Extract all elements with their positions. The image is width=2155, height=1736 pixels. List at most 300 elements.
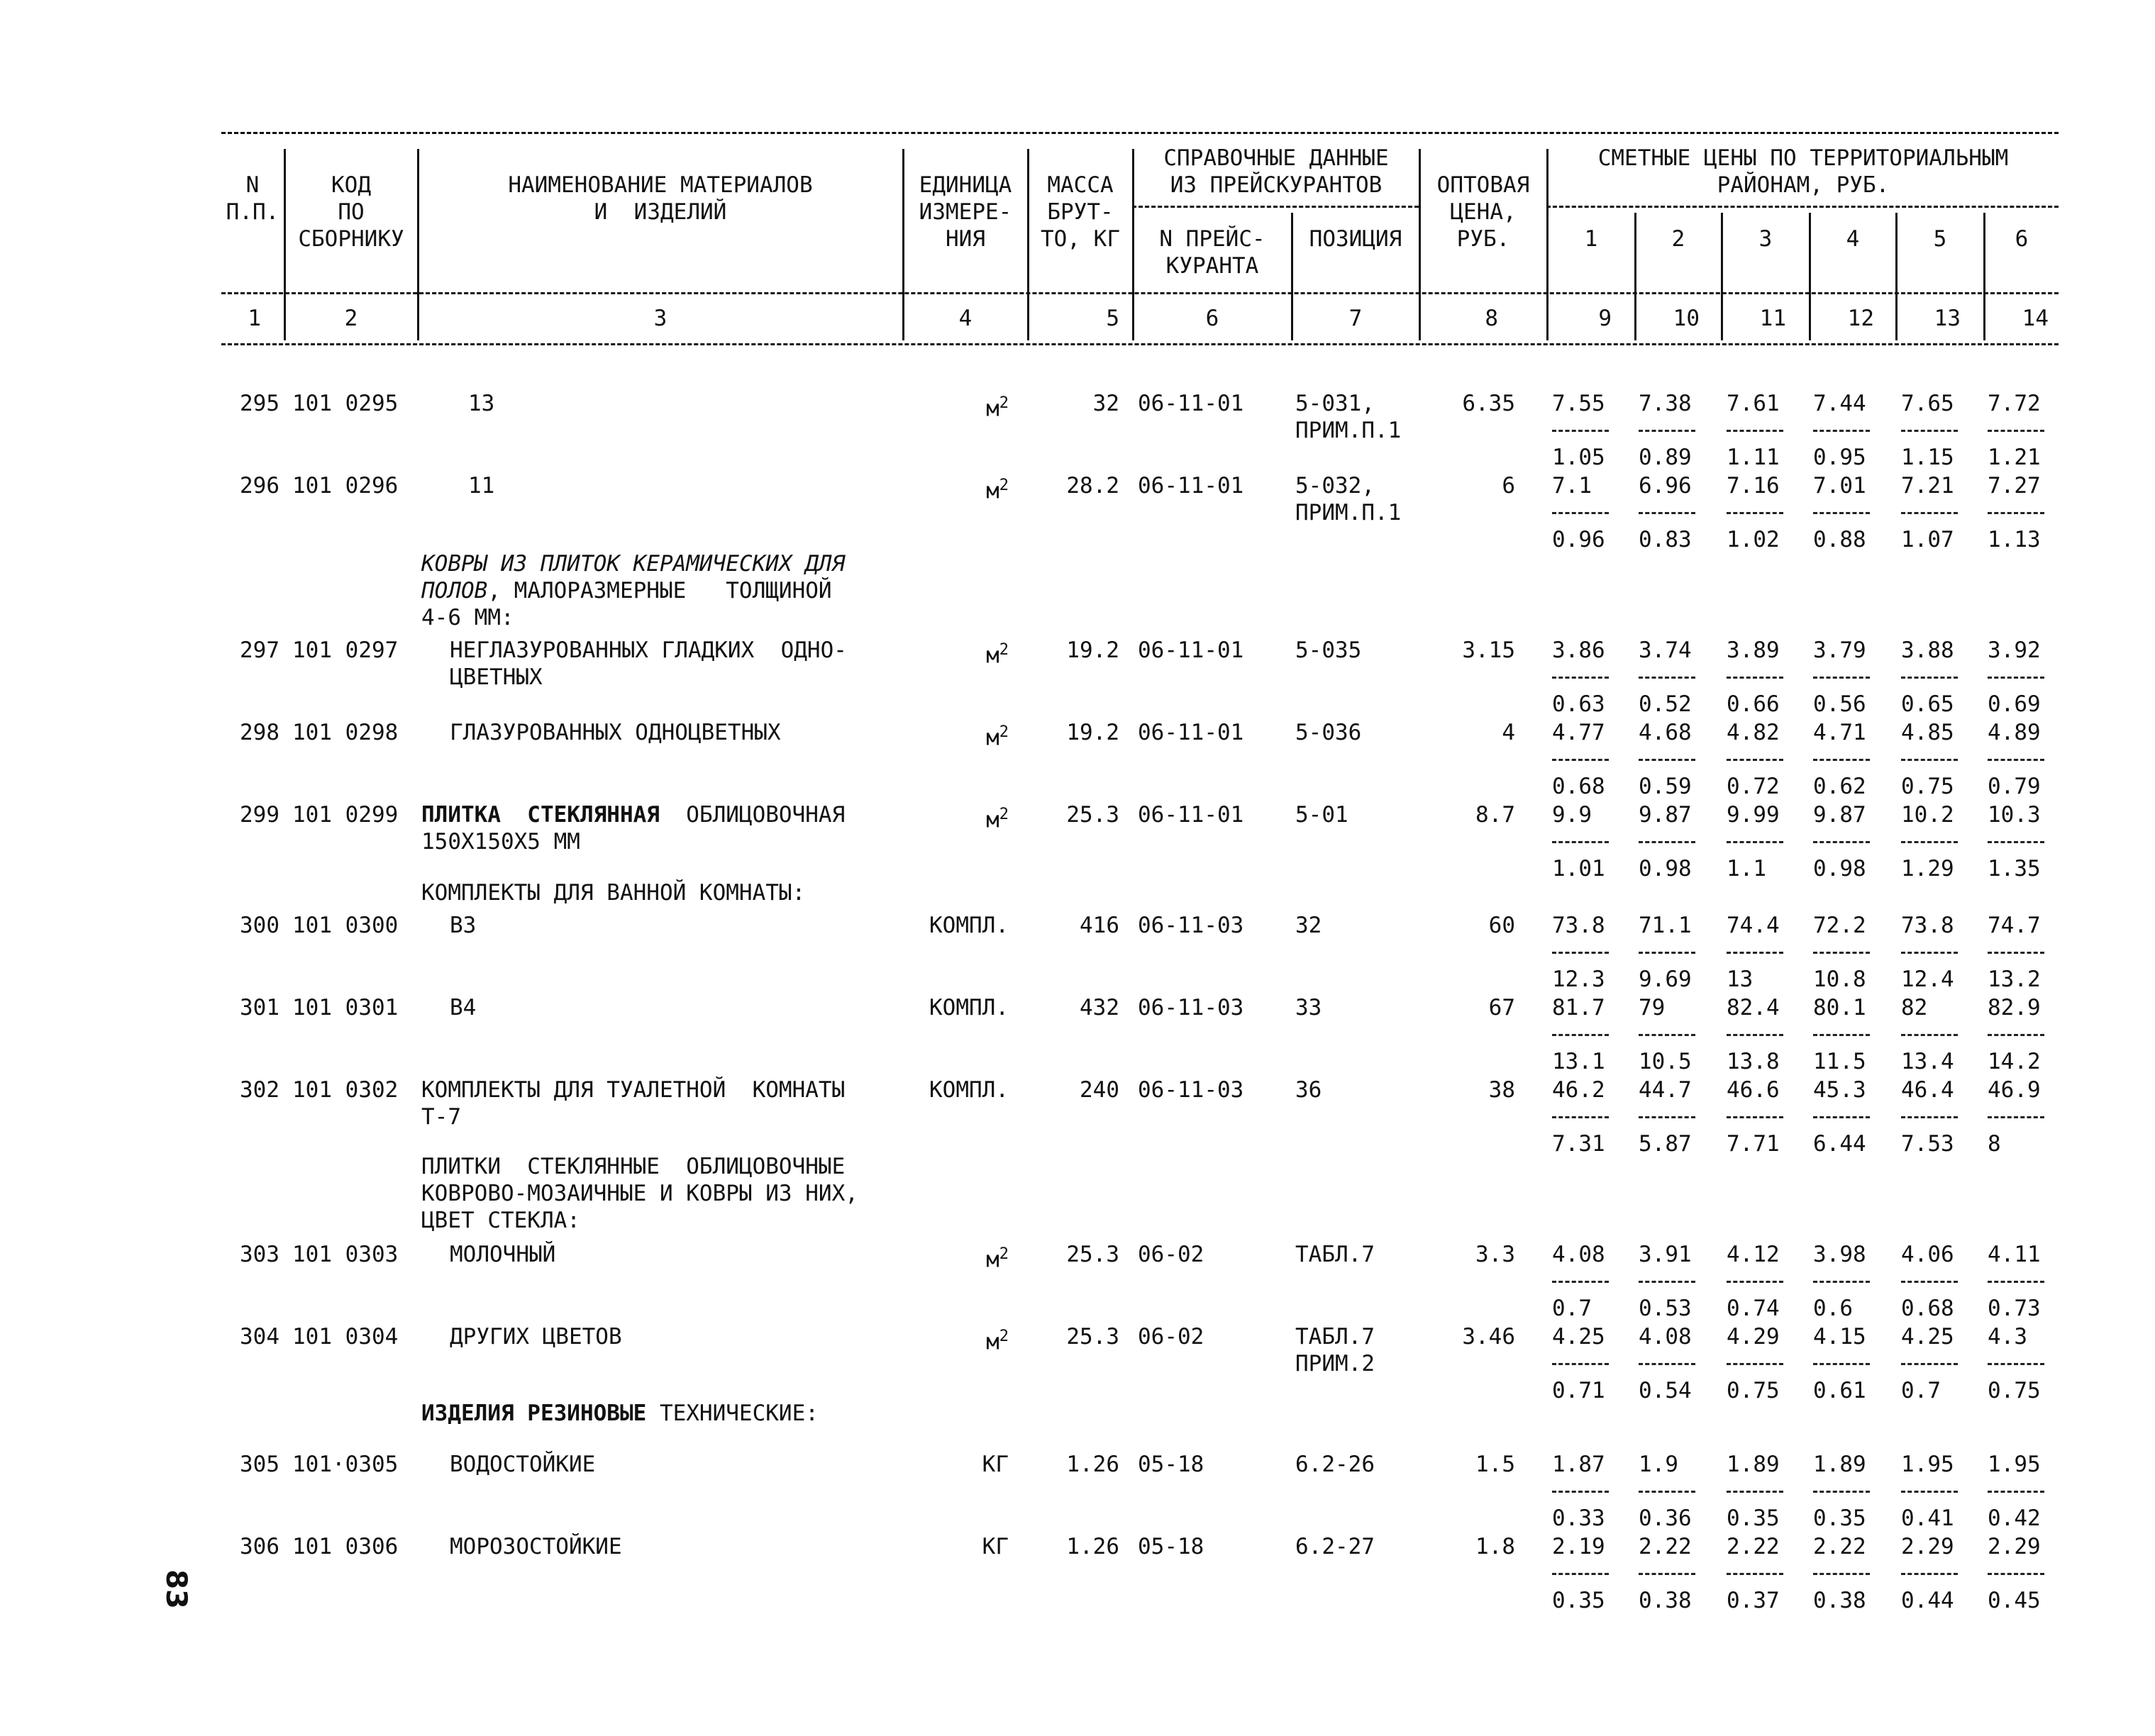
row-mass: 1.26 <box>1066 1534 1119 1559</box>
region-price-top: 71.1 <box>1639 913 1692 938</box>
fraction-dash <box>1988 841 2044 843</box>
row-unit-text: м <box>986 725 999 751</box>
region-price-top: 10.2 <box>1901 802 1954 828</box>
region-price-top: 46.4 <box>1901 1077 1954 1103</box>
fraction-dash <box>1813 952 1870 954</box>
fraction-dash <box>1639 1573 1695 1575</box>
row-number: 304 <box>240 1324 279 1350</box>
row-position: ТАБЛ.7 <box>1295 1324 1375 1350</box>
fraction-dash <box>1727 1281 1783 1283</box>
fraction-dash <box>1988 1491 2044 1493</box>
region-price-bottom: 1.01 <box>1552 856 1605 881</box>
row-position: 6.2-26 <box>1295 1452 1375 1477</box>
fraction-dash <box>1552 952 1609 954</box>
fraction-dash <box>1552 677 1609 679</box>
col-number: 11 <box>1759 306 1786 331</box>
row-unit-superscript: 2 <box>999 806 1009 823</box>
col-number: 4 <box>958 306 973 331</box>
row-code: 101 0301 <box>292 995 399 1020</box>
header-ref-group-line2: ИЗ ПРЕЙСКУРАНТОВ <box>1170 172 1383 198</box>
region-price-top: 7.27 <box>1988 473 2041 499</box>
row-name-line: Т-7 <box>421 1104 461 1130</box>
row-position: 5-01 <box>1295 802 1348 828</box>
row-unit-superscript: 2 <box>999 394 1009 412</box>
region-price-bottom: 0.45 <box>1988 1588 2041 1613</box>
header-region-1: 1 <box>1584 226 1598 252</box>
region-price-top: 3.92 <box>1988 638 2041 663</box>
row-unit-text: КГ <box>982 1534 1009 1559</box>
region-price-bottom: 1.02 <box>1727 527 1780 552</box>
region-price-top: 7.55 <box>1552 391 1605 416</box>
fraction-dash <box>1813 759 1870 761</box>
group-label-glass-tiles-line2: КОВРОВО-МОЗАИЧНЫЕ И КОВРЫ ИЗ НИХ, <box>421 1181 858 1206</box>
region-price-bottom: 0.75 <box>1727 1378 1780 1403</box>
region-price-bottom: 0.62 <box>1813 774 1866 799</box>
header-region-3: 3 <box>1758 226 1773 252</box>
row-wholesale-price: 3.15 <box>1462 638 1515 663</box>
region-price-bottom: 6.44 <box>1813 1131 1866 1157</box>
fraction-dash <box>1552 1116 1609 1118</box>
region-price-bottom: 9.69 <box>1639 967 1692 992</box>
region-price-top: 1.87 <box>1552 1452 1605 1477</box>
row-number: 306 <box>240 1534 279 1559</box>
fraction-dash <box>1639 1281 1695 1283</box>
fraction-dash <box>1813 1573 1870 1575</box>
region-price-top: 7.1 <box>1552 473 1592 499</box>
region-price-top: 4.25 <box>1552 1324 1605 1350</box>
row-pricelist: 05-18 <box>1138 1452 1204 1477</box>
fraction-dash <box>1901 677 1958 679</box>
row-code: 101 0300 <box>292 913 399 938</box>
row-pricelist: 06-11-03 <box>1138 995 1244 1020</box>
row-position: ПРИМ.П.1 <box>1295 418 1402 443</box>
fraction-dash <box>1727 1491 1783 1493</box>
region-price-top: 2.19 <box>1552 1534 1605 1559</box>
fraction-dash <box>1901 1491 1958 1493</box>
fraction-dash <box>1552 759 1609 761</box>
fraction-dash <box>1727 841 1783 843</box>
region-price-top: 2.29 <box>1901 1534 1954 1559</box>
page-number: 83 <box>159 1569 192 1609</box>
row-mass: 19.2 <box>1066 638 1119 663</box>
region-price-top: 3.86 <box>1552 638 1605 663</box>
fraction-dash <box>1639 512 1695 514</box>
region-price-bottom: 0.66 <box>1727 691 1780 717</box>
fraction-dash <box>1552 1281 1609 1283</box>
row-name-bold: ПЛИТКА СТЕКЛЯННАЯ <box>421 802 660 828</box>
col-number: 9 <box>1598 306 1612 331</box>
row-unit-text: КОМПЛ. <box>929 913 1009 938</box>
region-price-bottom: 12.3 <box>1552 967 1605 992</box>
fraction-dash <box>1988 952 2044 954</box>
row-code: 101 0295 <box>292 391 399 416</box>
region-price-top: 7.16 <box>1727 473 1780 499</box>
fraction-dash <box>1727 1116 1783 1118</box>
region-price-top: 7.65 <box>1901 391 1954 416</box>
fraction-dash <box>1552 1034 1609 1036</box>
fraction-dash <box>1727 430 1783 432</box>
row-name-line <box>421 801 845 828</box>
row-unit-text: КОМПЛ. <box>929 995 1009 1020</box>
region-price-bottom: 0.6 <box>1813 1296 1853 1321</box>
region-price-bottom: 1.05 <box>1552 445 1605 470</box>
header-c5-line2: БРУТ- <box>1047 199 1114 225</box>
region-price-bottom: 0.71 <box>1552 1378 1605 1403</box>
row-name-rest: ОБЛИЦОВОЧНАЯ <box>659 802 846 828</box>
row-name-line: ДРУГИХ ЦВЕТОВ <box>450 1324 622 1350</box>
header-c6-line2: КУРАНТА <box>1165 253 1259 279</box>
row-unit-superscript: 2 <box>999 1245 1009 1263</box>
fraction-dash <box>1639 1116 1695 1118</box>
row-pricelist: 06-02 <box>1138 1324 1204 1350</box>
region-price-top: 6.96 <box>1639 473 1692 499</box>
row-position: 32 <box>1295 913 1322 938</box>
row-position: 36 <box>1295 1077 1322 1103</box>
fraction-dash <box>1552 1491 1609 1493</box>
row-position: 5-035 <box>1295 638 1362 663</box>
region-price-top: 9.87 <box>1639 802 1692 828</box>
fraction-dash <box>1813 512 1870 514</box>
row-code: 101 0304 <box>292 1324 399 1350</box>
region-price-bottom: 0.38 <box>1639 1588 1692 1613</box>
region-price-top: 4.71 <box>1813 720 1866 745</box>
header-c7: ПОЗИЦИЯ <box>1309 226 1402 252</box>
row-unit <box>904 801 1009 833</box>
fraction-dash <box>1988 1116 2044 1118</box>
region-price-top: 46.6 <box>1727 1077 1780 1103</box>
region-price-top: 7.21 <box>1901 473 1954 499</box>
region-price-top: 1.89 <box>1813 1452 1866 1477</box>
header-c1-line1: N <box>245 172 260 198</box>
region-price-top: 73.8 <box>1901 913 1954 938</box>
row-number: 300 <box>240 913 279 938</box>
row-unit-superscript: 2 <box>999 641 1009 659</box>
row-name-line: 11 <box>468 473 495 499</box>
header-region-4: 4 <box>1846 226 1860 252</box>
row-name-line: B4 <box>450 995 477 1020</box>
row-mass: 240 <box>1080 1077 1119 1103</box>
region-price-top: 10.3 <box>1988 802 2041 828</box>
region-price-top: 3.88 <box>1901 638 1954 663</box>
row-code: 101 0302 <box>292 1077 399 1103</box>
header-c4-line3: НИЯ <box>946 226 985 252</box>
region-price-top: 3.89 <box>1727 638 1780 663</box>
region-price-top: 4.77 <box>1552 720 1605 745</box>
row-name-line: 13 <box>468 391 495 416</box>
region-price-bottom: 13 <box>1727 967 1754 992</box>
region-price-top: 7.44 <box>1813 391 1866 416</box>
fraction-dash <box>1639 1363 1695 1365</box>
region-price-top: 4.3 <box>1988 1324 2027 1350</box>
header-c3-line2: И ИЗДЕЛИЙ <box>594 199 727 225</box>
region-price-bottom: 7.53 <box>1901 1131 1954 1157</box>
region-price-top: 44.7 <box>1639 1077 1692 1103</box>
region-price-bottom: 0.73 <box>1988 1296 2041 1321</box>
region-price-bottom: 1.21 <box>1988 445 2041 470</box>
row-code: 101 0296 <box>292 473 399 499</box>
fraction-dash <box>1901 1281 1958 1283</box>
row-unit <box>904 1076 1009 1103</box>
fraction-dash <box>1813 1491 1870 1493</box>
row-pricelist: 06-11-01 <box>1138 720 1244 745</box>
fraction-dash <box>1901 1034 1958 1036</box>
region-price-top: 2.29 <box>1988 1534 2041 1559</box>
region-price-top: 2.22 <box>1639 1534 1692 1559</box>
region-price-bottom: 0.96 <box>1552 527 1605 552</box>
region-price-bottom: 0.36 <box>1639 1506 1692 1531</box>
header-c5-line1: МАССА <box>1047 172 1114 198</box>
row-wholesale-price: 67 <box>1488 995 1515 1020</box>
region-price-bottom: 0.56 <box>1813 691 1866 717</box>
fraction-dash <box>1813 1116 1870 1118</box>
region-price-top: 45.3 <box>1813 1077 1866 1103</box>
fraction-dash <box>1639 952 1695 954</box>
region-price-top: 74.4 <box>1727 913 1780 938</box>
row-number: 299 <box>240 802 279 828</box>
region-price-bottom: 14.2 <box>1988 1049 2041 1074</box>
region-price-top: 9.87 <box>1813 802 1866 828</box>
region-price-bottom: 1.29 <box>1901 856 1954 881</box>
row-unit <box>904 719 1009 751</box>
region-price-bottom: 0.75 <box>1901 774 1954 799</box>
row-mass: 28.2 <box>1066 473 1119 499</box>
row-unit <box>904 390 1009 422</box>
group-label-rubber <box>421 1400 819 1427</box>
row-wholesale-price: 3.3 <box>1475 1242 1515 1267</box>
row-unit-text: м <box>986 642 999 669</box>
region-price-bottom: 0.33 <box>1552 1506 1605 1531</box>
region-group-rule <box>1546 206 2059 208</box>
region-price-top: 4.25 <box>1901 1324 1954 1350</box>
header-top-rule <box>221 132 2059 134</box>
region-price-top: 82 <box>1901 995 1928 1020</box>
row-mass: 19.2 <box>1066 720 1119 745</box>
group-label-glass-tiles: ПЛИТКИ СТЕКЛЯННЫЕ ОБЛИЦОВОЧНЫЕ <box>421 1154 846 1179</box>
region-price-bottom: 0.98 <box>1813 856 1866 881</box>
fraction-dash <box>1727 1034 1783 1036</box>
header-c4-line2: ИЗМЕРЕ- <box>919 199 1012 225</box>
group-label-carpets-rest: , МАЛОРАЗМЕРНЫЕ ТОЛЩИНОЙ <box>487 578 832 603</box>
region-price-bottom: 0.72 <box>1727 774 1780 799</box>
fraction-dash <box>1901 430 1958 432</box>
region-price-bottom: 13.4 <box>1901 1049 1954 1074</box>
header-c8-line1: ОПТОВАЯ <box>1436 172 1530 198</box>
row-wholesale-price: 3.46 <box>1462 1324 1515 1350</box>
header-c8-line2: ЦЕНА, <box>1450 199 1517 225</box>
fraction-dash <box>1988 1034 2044 1036</box>
row-unit <box>904 1323 1009 1355</box>
region-price-bottom: 0.35 <box>1813 1506 1866 1531</box>
header-region-group-line2: РАЙОНАМ, РУБ. <box>1717 172 1890 198</box>
row-unit-text: КОМПЛ. <box>929 1077 1009 1103</box>
region-price-top: 4.12 <box>1727 1242 1780 1267</box>
region-price-bottom: 11.5 <box>1813 1049 1866 1074</box>
header-region-2: 2 <box>1671 226 1685 252</box>
region-price-top: 82.4 <box>1727 995 1780 1020</box>
col-number: 12 <box>1847 306 1874 331</box>
row-number: 305 <box>240 1452 279 1477</box>
header-c5-line3: ТО, КГ <box>1041 226 1120 252</box>
row-number: 301 <box>240 995 279 1020</box>
region-price-top: 3.91 <box>1639 1242 1692 1267</box>
region-price-bottom: 0.83 <box>1639 527 1692 552</box>
header-c2-line1: КОД <box>331 172 371 198</box>
region-price-bottom: 13.8 <box>1727 1049 1780 1074</box>
fraction-dash <box>1552 841 1609 843</box>
region-price-top: 1.95 <box>1988 1452 2041 1477</box>
region-price-bottom: 0.38 <box>1813 1588 1866 1613</box>
header-c2-line3: СБОРНИКУ <box>298 226 404 252</box>
col-number: 14 <box>2022 306 2049 331</box>
row-pricelist: 06-02 <box>1138 1242 1204 1267</box>
region-price-top: 1.89 <box>1727 1452 1780 1477</box>
row-position: ПРИМ.П.1 <box>1295 500 1402 525</box>
header-c6-line1: N ПРЕЙС- <box>1159 226 1265 252</box>
row-unit-text: м <box>986 1247 999 1273</box>
fraction-dash <box>1727 952 1783 954</box>
region-price-bottom: 0.88 <box>1813 527 1866 552</box>
region-price-top: 4.08 <box>1552 1242 1605 1267</box>
row-number: 295 <box>240 391 279 416</box>
row-unit-superscript: 2 <box>999 477 1009 494</box>
fraction-dash <box>1901 1116 1958 1118</box>
region-price-bottom: 1.35 <box>1988 856 2041 881</box>
fraction-dash <box>1727 1573 1783 1575</box>
fraction-dash <box>1988 430 2044 432</box>
fraction-dash <box>1901 1573 1958 1575</box>
row-mass: 432 <box>1080 995 1119 1020</box>
fraction-dash <box>1552 1363 1609 1365</box>
group-label-carpets: КОВРЫ ИЗ ПЛИТОК КЕРАМИЧЕСКИХ ДЛЯ <box>421 551 846 577</box>
fraction-dash <box>1639 841 1695 843</box>
row-mass: 25.3 <box>1066 802 1119 828</box>
row-name-line: B3 <box>450 913 477 938</box>
row-name-line: ЦВЕТНЫХ <box>450 664 543 690</box>
region-price-top: 4.08 <box>1639 1324 1692 1350</box>
fraction-dash <box>1988 677 2044 679</box>
row-wholesale-price: 1.5 <box>1475 1452 1515 1477</box>
row-position: 5-036 <box>1295 720 1362 745</box>
row-unit <box>904 1533 1009 1560</box>
region-price-top: 4.68 <box>1639 720 1692 745</box>
header-region-5: 5 <box>1933 226 1947 252</box>
row-name-line: КОМПЛЕКТЫ ДЛЯ ТУАЛЕТНОЙ КОМНАТЫ <box>421 1077 846 1103</box>
region-price-bottom: 0.79 <box>1988 774 2041 799</box>
row-name-line: МОЛОЧНЫЙ <box>450 1242 556 1267</box>
region-price-top: 81.7 <box>1552 995 1605 1020</box>
region-price-top: 4.82 <box>1727 720 1780 745</box>
region-price-bottom: 0.7 <box>1552 1296 1592 1321</box>
header-bottom-rule <box>221 343 2059 345</box>
row-code: 101·0305 <box>292 1452 399 1477</box>
region-price-top: 9.99 <box>1727 802 1780 828</box>
region-price-top: 3.79 <box>1813 638 1866 663</box>
fraction-dash <box>1813 1281 1870 1283</box>
fraction-dash <box>1988 759 2044 761</box>
group-label-rubber-rest: ТЕХНИЧЕСКИЕ: <box>646 1401 819 1426</box>
region-price-bottom: 0.52 <box>1639 691 1692 717</box>
region-price-bottom: 0.89 <box>1639 445 1692 470</box>
row-wholesale-price: 8.7 <box>1475 802 1515 828</box>
region-price-top: 7.38 <box>1639 391 1692 416</box>
row-code: 101 0297 <box>292 638 399 663</box>
row-position: ТАБЛ.7 <box>1295 1242 1375 1267</box>
region-price-bottom: 0.95 <box>1813 445 1866 470</box>
row-pricelist: 06-11-01 <box>1138 391 1244 416</box>
row-code: 101 0299 <box>292 802 399 828</box>
row-unit-text: м <box>986 807 999 833</box>
region-price-bottom: 8 <box>1988 1131 2001 1157</box>
header-region-6: 6 <box>2015 226 2029 252</box>
region-price-bottom: 0.75 <box>1988 1378 2041 1403</box>
region-price-bottom: 0.61 <box>1813 1378 1866 1403</box>
row-name-line: ВОДОСТОЙКИЕ <box>450 1452 596 1477</box>
row-unit-text: м <box>986 1329 999 1355</box>
row-pricelist: 06-11-03 <box>1138 1077 1244 1103</box>
region-price-top: 7.61 <box>1727 391 1780 416</box>
region-price-bottom: 1.13 <box>1988 527 2041 552</box>
fraction-dash <box>1901 512 1958 514</box>
row-wholesale-price: 1.8 <box>1475 1534 1515 1559</box>
row-number: 298 <box>240 720 279 745</box>
region-price-top: 46.9 <box>1988 1077 2041 1103</box>
fraction-dash <box>1639 430 1695 432</box>
col-number: 10 <box>1673 306 1700 331</box>
row-mass: 1.26 <box>1066 1452 1119 1477</box>
group-label-bathroom-sets: КОМПЛЕКТЫ ДЛЯ ВАННОЙ КОМНАТЫ: <box>421 880 806 906</box>
region-price-bottom: 0.35 <box>1727 1506 1780 1531</box>
region-price-bottom: 5.87 <box>1639 1131 1692 1157</box>
row-name-line: ГЛАЗУРОВАННЫХ ОДНОЦВЕТНЫХ <box>450 720 781 745</box>
row-code: 101 0303 <box>292 1242 399 1267</box>
region-price-bottom: 1.07 <box>1901 527 1954 552</box>
region-price-top: 4.15 <box>1813 1324 1866 1350</box>
region-price-top: 46.2 <box>1552 1077 1605 1103</box>
region-price-top: 4.29 <box>1727 1324 1780 1350</box>
region-price-bottom: 1.1 <box>1727 856 1766 881</box>
region-price-top: 1.9 <box>1639 1452 1678 1477</box>
region-price-bottom: 0.44 <box>1901 1588 1954 1613</box>
row-pricelist: 05-18 <box>1138 1534 1204 1559</box>
header-c1-line2: П.П. <box>226 199 279 225</box>
region-price-top: 72.2 <box>1813 913 1866 938</box>
region-price-top: 73.8 <box>1552 913 1605 938</box>
fraction-dash <box>1901 841 1958 843</box>
ref-group-rule <box>1132 206 1419 208</box>
fraction-dash <box>1552 430 1609 432</box>
col-number: 5 <box>1106 306 1119 331</box>
group-label-glass-tiles-line3: ЦВЕТ СТЕКЛА: <box>421 1208 580 1233</box>
col-number: 8 <box>1485 306 1498 331</box>
region-price-bottom: 0.65 <box>1901 691 1954 717</box>
region-price-bottom: 7.31 <box>1552 1131 1605 1157</box>
row-unit-text: КГ <box>982 1452 1009 1477</box>
region-price-top: 4.85 <box>1901 720 1954 745</box>
row-wholesale-price: 60 <box>1488 913 1515 938</box>
region-price-bottom: 0.68 <box>1901 1296 1954 1321</box>
col-number: 1 <box>248 306 261 331</box>
row-position: 5-032, <box>1295 473 1375 499</box>
region-price-top: 4.06 <box>1901 1242 1954 1267</box>
fraction-dash <box>1901 952 1958 954</box>
row-pricelist: 06-11-01 <box>1138 802 1244 828</box>
region-price-top: 4.89 <box>1988 720 2041 745</box>
region-price-top: 2.22 <box>1813 1534 1866 1559</box>
row-number: 303 <box>240 1242 279 1267</box>
col-number: 2 <box>344 306 358 331</box>
region-price-bottom: 0.37 <box>1727 1588 1780 1613</box>
row-name-line: НЕГЛАЗУРОВАННЫХ ГЛАДКИХ ОДНО- <box>450 638 847 663</box>
